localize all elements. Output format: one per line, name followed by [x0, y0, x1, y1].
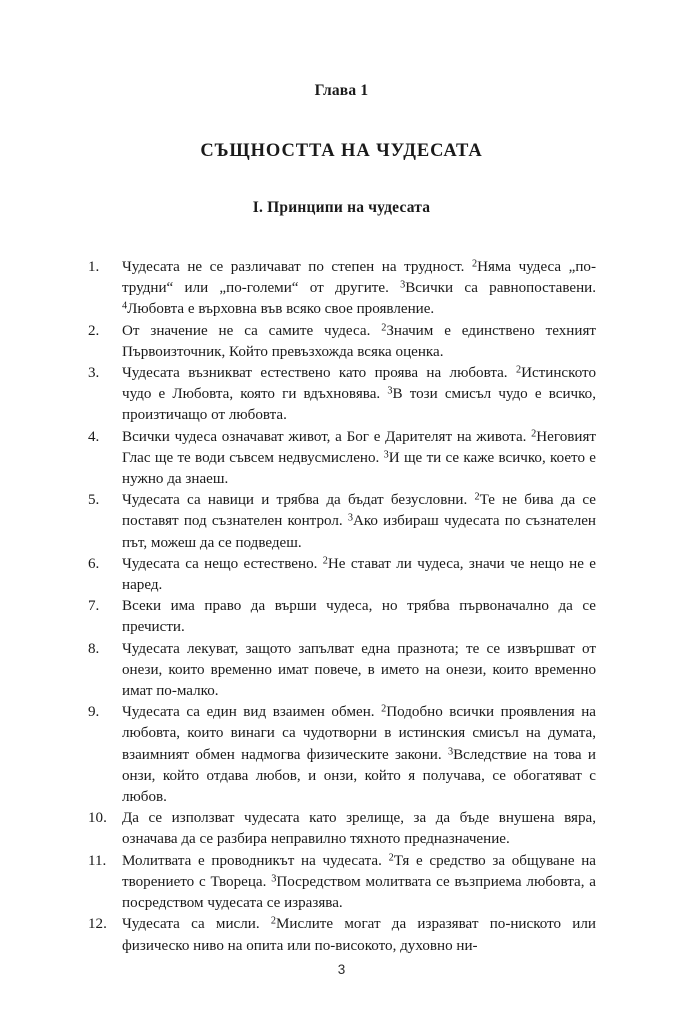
- sentence-marker: 4: [122, 301, 128, 313]
- principle-item: [88, 257, 596, 321]
- sentence-marker: 2: [322, 555, 328, 567]
- sentence-marker: 3: [387, 385, 393, 397]
- sentence-marker: 3: [400, 279, 406, 291]
- principle-number: 8.: [88, 640, 100, 657]
- sentence-marker: 3: [271, 873, 277, 885]
- principle-text: Чудесата възникват естествено като проява на любовта. $^2$Истинското чудо е Любовта, която ги вдъхновява. $^3$В този смисъл чудо е всичко, произтичащо от любовта.: [122, 364, 596, 424]
- principle-item: [88, 639, 596, 703]
- principle-item: [88, 321, 596, 363]
- principle-text: Чудесата лекуват, защото запълват една празнота; те се извършват от онези, които временно имат повече, в името на онези, които временно имат по-малко.: [122, 640, 596, 700]
- principles-list: [88, 257, 596, 957]
- page-number: 3: [337, 962, 346, 977]
- principle-text: Молитвата е проводникът на чудесата. $^2$Тя е средство за общуване на творението с Твореца. $^3$Посредством молитвата се възприема любовта, а посредством чудесата се изразява.: [122, 852, 597, 912]
- principle-item: [88, 914, 596, 956]
- page-title: СЪЩНОСТТА НА ЧУДЕСАТА: [200, 141, 483, 161]
- principle-number: 5.: [88, 492, 100, 509]
- principle-text: Чудесата са мисли. $^2$Мислите могат да изразяват по-ниското или физическо ниво на опита или по-високото, духовно ни-: [122, 915, 596, 954]
- sentence-marker: 2: [531, 428, 537, 440]
- sentence-marker: 2: [381, 322, 387, 334]
- principle-number: 3.: [88, 365, 100, 382]
- sentence-marker: 2: [388, 852, 394, 864]
- principle-text: Чудесата не се различават по степен на трудност. $^2$Няма чудеса „по-трудни“ или „по-големи“ от другите. $^3$Всички са равнопоставени. $^4$Любовта е върховна във всяко свое проявление.: [122, 258, 596, 318]
- principle-number: 1.: [88, 259, 100, 275]
- principle-item: [88, 851, 596, 915]
- principle-text: Чудесата са нещо естествено. $^2$Не стават ли чудеса, значи че нещо не е наред.: [122, 555, 596, 594]
- sentence-marker: 2: [474, 491, 480, 503]
- principle-number: 11.: [88, 852, 107, 869]
- principle-number: 10.: [88, 810, 107, 827]
- principle-number: 2.: [88, 322, 100, 339]
- principle-text: Чудесата са един вид взаимен обмен. $^2$Подобно всички проявления на любовта, които винаги са чудотворни в истинския смисъл на думата, взаимният обмен надмогва физическите закони. $^3$Вследствие на това и онзи, който отдава любов, и онзи, който я получава, се обогатяват с любов.: [122, 703, 596, 806]
- sentence-marker: 2: [270, 915, 276, 927]
- sentence-marker: 3: [383, 449, 389, 461]
- principle-text: От значение не са самите чудеса. $^2$Значим е единствено техният Първоизточник, Който превъзхожда всяка оценка.: [122, 322, 596, 360]
- section-title: I. Принципи на чудесата: [252, 199, 431, 216]
- principle-text: Всички чудеса означават живот, а Бог е Дарителят на живота. $^2$Неговият Глас ще те води съвсем недвусмислено. $^3$И ще ти се каже всичко, което е нужно да знаеш.: [122, 428, 597, 488]
- sentence-marker: 2: [515, 364, 522, 376]
- principle-text: Чудесата са навици и трябва да бъдат безусловни. $^2$Те не бива да се поставят под съзнателен контрол. $^3$Ако избираш чудесата по съзнателен път, можеш да се подведеш.: [122, 491, 597, 551]
- sentence-marker: 3: [347, 513, 353, 525]
- principle-number: 6.: [88, 555, 100, 572]
- principle-item: [88, 427, 596, 491]
- principle-number: 4.: [88, 428, 100, 445]
- principle-item: [88, 596, 596, 638]
- principle-item: [88, 363, 596, 427]
- sentence-marker: 2: [471, 258, 478, 270]
- principle-number: 12.: [88, 916, 107, 933]
- principle-item: [88, 554, 596, 596]
- principle-number: 7.: [88, 598, 100, 615]
- principle-text: Всеки има право да върши чудеса, но трябва първоначално да се пречисти.: [122, 598, 596, 636]
- chapter-label: Глава 1: [314, 82, 369, 99]
- principle-item: [88, 490, 596, 554]
- sentence-marker: 3: [447, 746, 454, 758]
- principle-item: [88, 702, 596, 808]
- principle-text: Да се използват чудесата като зрелище, за да бъде внушена вяра, означава да се разбира неправилно тяхното предназначение.: [122, 810, 596, 848]
- principle-number: 9.: [88, 704, 100, 721]
- sentence-marker: 2: [381, 703, 387, 715]
- principle-item: [88, 808, 596, 850]
